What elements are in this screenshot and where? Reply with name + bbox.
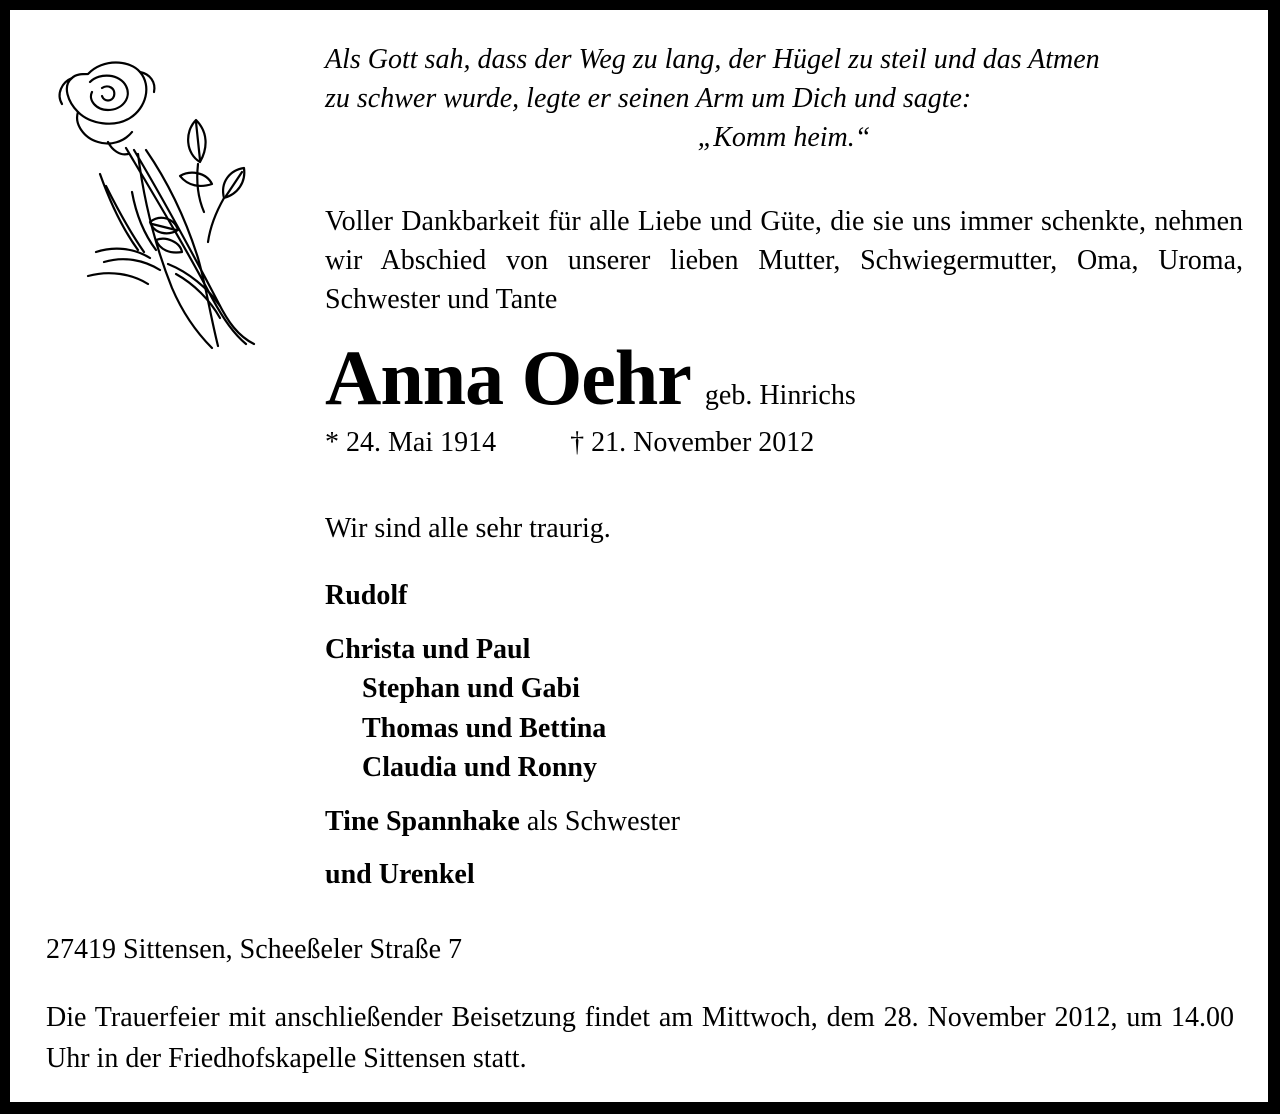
mourner-tine-name: Tine Spannhake — [325, 805, 520, 837]
life-dates — [325, 423, 1243, 463]
poem-line-3: „Komm heim.“ — [697, 122, 871, 153]
address: 27419 Sittensen, Scheeßeler Straße 7 — [46, 934, 463, 965]
sad-line: Wir sind alle sehr traurig. — [325, 513, 611, 544]
death-date: † 21. November 2012 — [570, 427, 815, 458]
mourner-great-grandchildren: und Urenkel — [325, 859, 475, 890]
mourner-thomas-bettina: Thomas und Bettina — [362, 712, 607, 744]
mourner-rudolf: Rudolf — [325, 580, 408, 611]
obituary-notice — [10, 10, 1268, 1102]
mourner-tine-relation: als Schwester — [526, 805, 680, 837]
rose-icon — [48, 52, 258, 350]
service-info: Die Trauerfeier mit anschließender Beisetzung findet am Mittwoch, dem 28. November 2012, um 14.00 Uhr in der Friedhofskapelle Sittensen statt. — [46, 1002, 1234, 1074]
intro-text: Voller Dankbarkeit für alle Liebe und Güte, die sie uns immer schenkte, nehmen wir Abschied von unserer lieben Mutter, Schwiegermutter, Oma, Uroma, Schwester und Tante — [325, 206, 1243, 315]
deceased-name-row — [325, 334, 1243, 422]
mourner-stephan-gabi: Stephan und Gabi — [362, 673, 580, 704]
poem-line-1: Als Gott sah, dass der Weg zu lang, der Hügel zu steil und das Atmen — [325, 44, 1100, 75]
deceased-name: Anna Oehr — [325, 334, 691, 421]
mourner-tine — [325, 802, 1243, 842]
maiden-name: geb. Hinrichs — [704, 380, 856, 411]
mourner-claudia-ronny: Claudia und Ronny — [362, 752, 598, 783]
birth-date: * 24. Mai 1914 — [325, 427, 497, 458]
mourner-christa-paul: Christa und Paul — [325, 633, 531, 665]
poem-quote — [325, 40, 1243, 157]
mourners-list — [325, 576, 1243, 895]
poem-line-2: zu schwer wurde, legte er seinen Arm um Dich und sagte: — [325, 83, 972, 114]
